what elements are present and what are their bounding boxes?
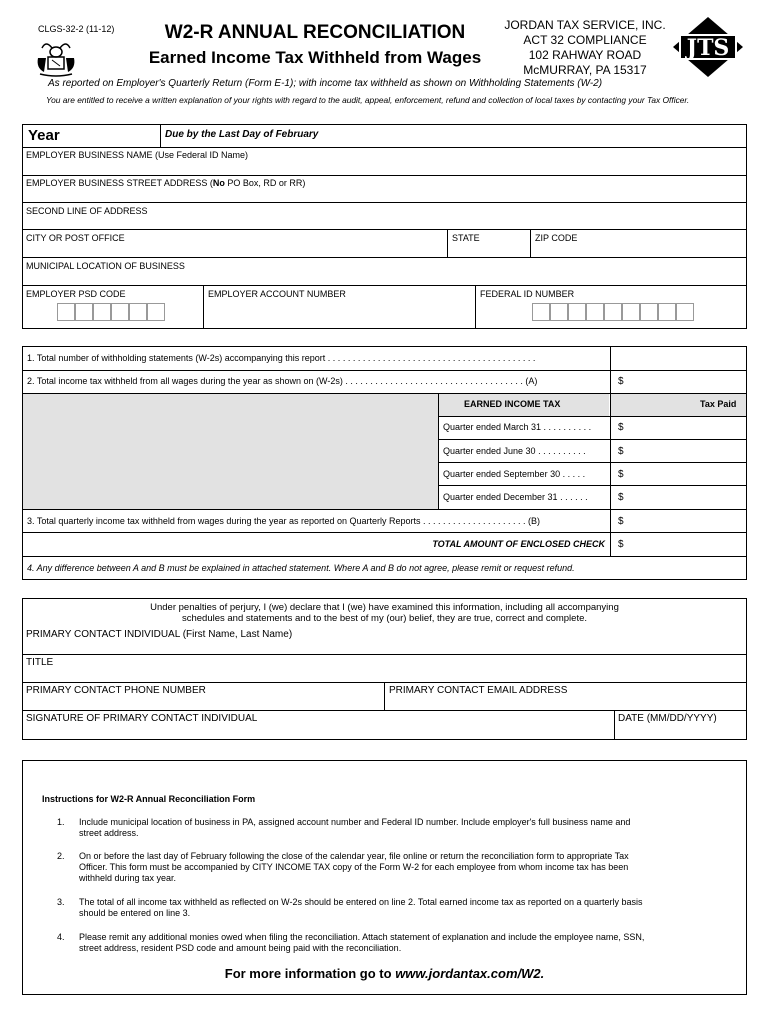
rights-note: You are entitled to receive a written explanation of your rights with regard to the audit, appeal, enforcement, refund and collection of local taxes by contacting your Tax Officer. [46, 95, 690, 105]
year-label: Year [28, 127, 60, 144]
q3-field[interactable] [628, 465, 742, 482]
account-number-field[interactable] [208, 302, 470, 324]
phone-label: PRIMARY CONTACT PHONE NUMBER [26, 685, 206, 696]
q4-field[interactable] [628, 488, 742, 505]
line2-field[interactable] [628, 373, 742, 390]
tax-paid-header: Tax Paid [700, 399, 737, 409]
perjury-statement: Under penalties of perjury, I (we) declare that I (we) have examined this information, including all accompanying schedules and statements and to the best of my (our) belief, they are true, correct and complete. [150, 602, 619, 624]
instruction-item: Include municipal location of business in PA, assigned account number and Federal ID number. Include employer's full business name and street address. [79, 817, 631, 838]
line3-text: 3. Total quarterly income tax withheld from wages during the year as reported on Quarterly Reports . . . . . . . . . . . . . . . . . . . . . (B) [27, 516, 541, 526]
q3-label: Quarter ended September 30 . . . . . [443, 469, 586, 479]
q4-label: Quarter ended December 31 . . . . . . [443, 492, 588, 502]
year-input[interactable] [104, 127, 156, 145]
line1-field[interactable] [614, 350, 742, 367]
account-number-label: EMPLOYER ACCOUNT NUMBER [208, 289, 346, 299]
email-label: PRIMARY CONTACT EMAIL ADDRESS [389, 685, 568, 696]
primary-name-label: PRIMARY CONTACT INDIVIDUAL (First Name, Last Name) [26, 629, 293, 640]
instruction-item: Please remit any additional monies owed when filing the reconciliation. Attach statement of explanation and include the employee name, SSN, street address, resident PSD code and amount being paid with the reconciliation. [79, 932, 645, 953]
form-subtitle: Earned Income Tax Withheld from Wages [148, 48, 482, 67]
line1-text: 1. Total number of withholding statements (W-2s) accompanying this report . . . . . . . . . . . . . . . . . . . . . . . . . . . . . . . . . . . . . . . . . . [27, 353, 536, 363]
second-line-field[interactable] [26, 216, 741, 228]
company-line3: 102 RAHWAY ROAD [528, 48, 642, 62]
zip-field[interactable] [533, 243, 743, 256]
eit-header: EARNED INCOME TAX [464, 399, 561, 409]
q2-field[interactable] [628, 442, 742, 459]
q2-label: Quarter ended June 30 . . . . . . . . . . [443, 446, 586, 456]
city-label: CITY OR POST OFFICE [26, 233, 125, 243]
street-address-label: EMPLOYER BUSINESS STREET ADDRESS (No PO Box, RD or RR) [26, 178, 306, 188]
form-title: W2-R ANNUAL RECONCILIATION [164, 22, 466, 43]
business-name-label: EMPLOYER BUSINESS NAME (Use Federal ID Name) [26, 150, 249, 160]
zip-label: ZIP CODE [535, 233, 578, 243]
federal-id-label: FEDERAL ID NUMBER [480, 289, 575, 299]
municipal-field[interactable] [26, 271, 741, 284]
q1-label: Quarter ended March 31 . . . . . . . . . . [443, 422, 592, 432]
signature-field[interactable] [26, 725, 611, 738]
due-label: Due by the Last Day of February [165, 129, 319, 140]
state-label: STATE [452, 233, 480, 243]
company-address [500, 18, 670, 78]
company-line2: ACT 32 COMPLIANCE [523, 33, 647, 47]
street-address-field[interactable] [26, 188, 741, 202]
second-line-label: SECOND LINE OF ADDRESS [26, 206, 148, 216]
date-label: DATE (MM/DD/YYYY) [618, 713, 717, 724]
pennsylvania-seal-icon [34, 38, 78, 78]
title-label: TITLE [26, 657, 54, 668]
instruction-item: On or before the last day of February following the close of the calendar year, file online or return the reconciliation form to appropriate Tax Officer. This form must be accompanied by CITY INCOME TAX copy of the Form W-2 for each employee from whom income tax has been withheld during tax year. [79, 851, 629, 883]
date-field[interactable] [618, 725, 743, 738]
phone-field[interactable] [26, 697, 381, 709]
signature-label: SIGNATURE OF PRIMARY CONTACT INDIVIDUAL [26, 713, 258, 724]
state-field[interactable] [450, 243, 527, 256]
line2-text: 2. Total income tax withheld from all wages during the year as shown on (W-2s) . . . . . . . . . . . . . . . . . . . . . . . . . . . . . . . . . . . . (A) [27, 376, 538, 386]
total-check-field[interactable] [628, 535, 742, 552]
total-check-label: TOTAL AMOUNT OF ENCLOSED CHECK [432, 539, 605, 549]
logo-text: JTS [686, 35, 730, 61]
city-field[interactable] [26, 243, 444, 256]
line3-field[interactable] [628, 512, 742, 529]
website-link[interactable]: www.jordantax.com/W2. [395, 966, 545, 981]
reported-note: As reported on Employer's Quarterly Return (Form E-1); with income tax withheld as shown on Withholding Statements (W-2) [48, 78, 603, 89]
company-line4: McMURRAY, PA 15317 [523, 63, 647, 77]
title-field[interactable] [26, 669, 741, 681]
more-info: For more information go to www.jordantax.com/W2. [224, 966, 545, 981]
line4-text: 4. Any difference between A and B must be explained in attached statement. Where A and B do not agree, please remit or request refund. [27, 563, 575, 573]
email-field[interactable] [389, 697, 741, 709]
form-code: CLGS-32-2 (11-12) [38, 24, 115, 34]
instruction-item: The total of all income tax withheld as reflected on W-2s should be entered on line 2. Total earned income tax as reported on a quarterly basis should be entered on line 3. [79, 897, 643, 918]
shaded-area [23, 393, 438, 509]
jts-logo [672, 16, 744, 78]
q1-field[interactable] [628, 419, 742, 436]
instructions-heading: Instructions for W2-R Annual Reconciliation Form [42, 794, 256, 804]
municipal-label: MUNICIPAL LOCATION OF BUSINESS [26, 261, 185, 271]
business-name-field[interactable] [26, 160, 741, 174]
psd-code-label: EMPLOYER PSD CODE [26, 289, 126, 299]
company-name: JORDAN TAX SERVICE, INC. [504, 18, 666, 32]
primary-name-field[interactable] [26, 641, 741, 653]
